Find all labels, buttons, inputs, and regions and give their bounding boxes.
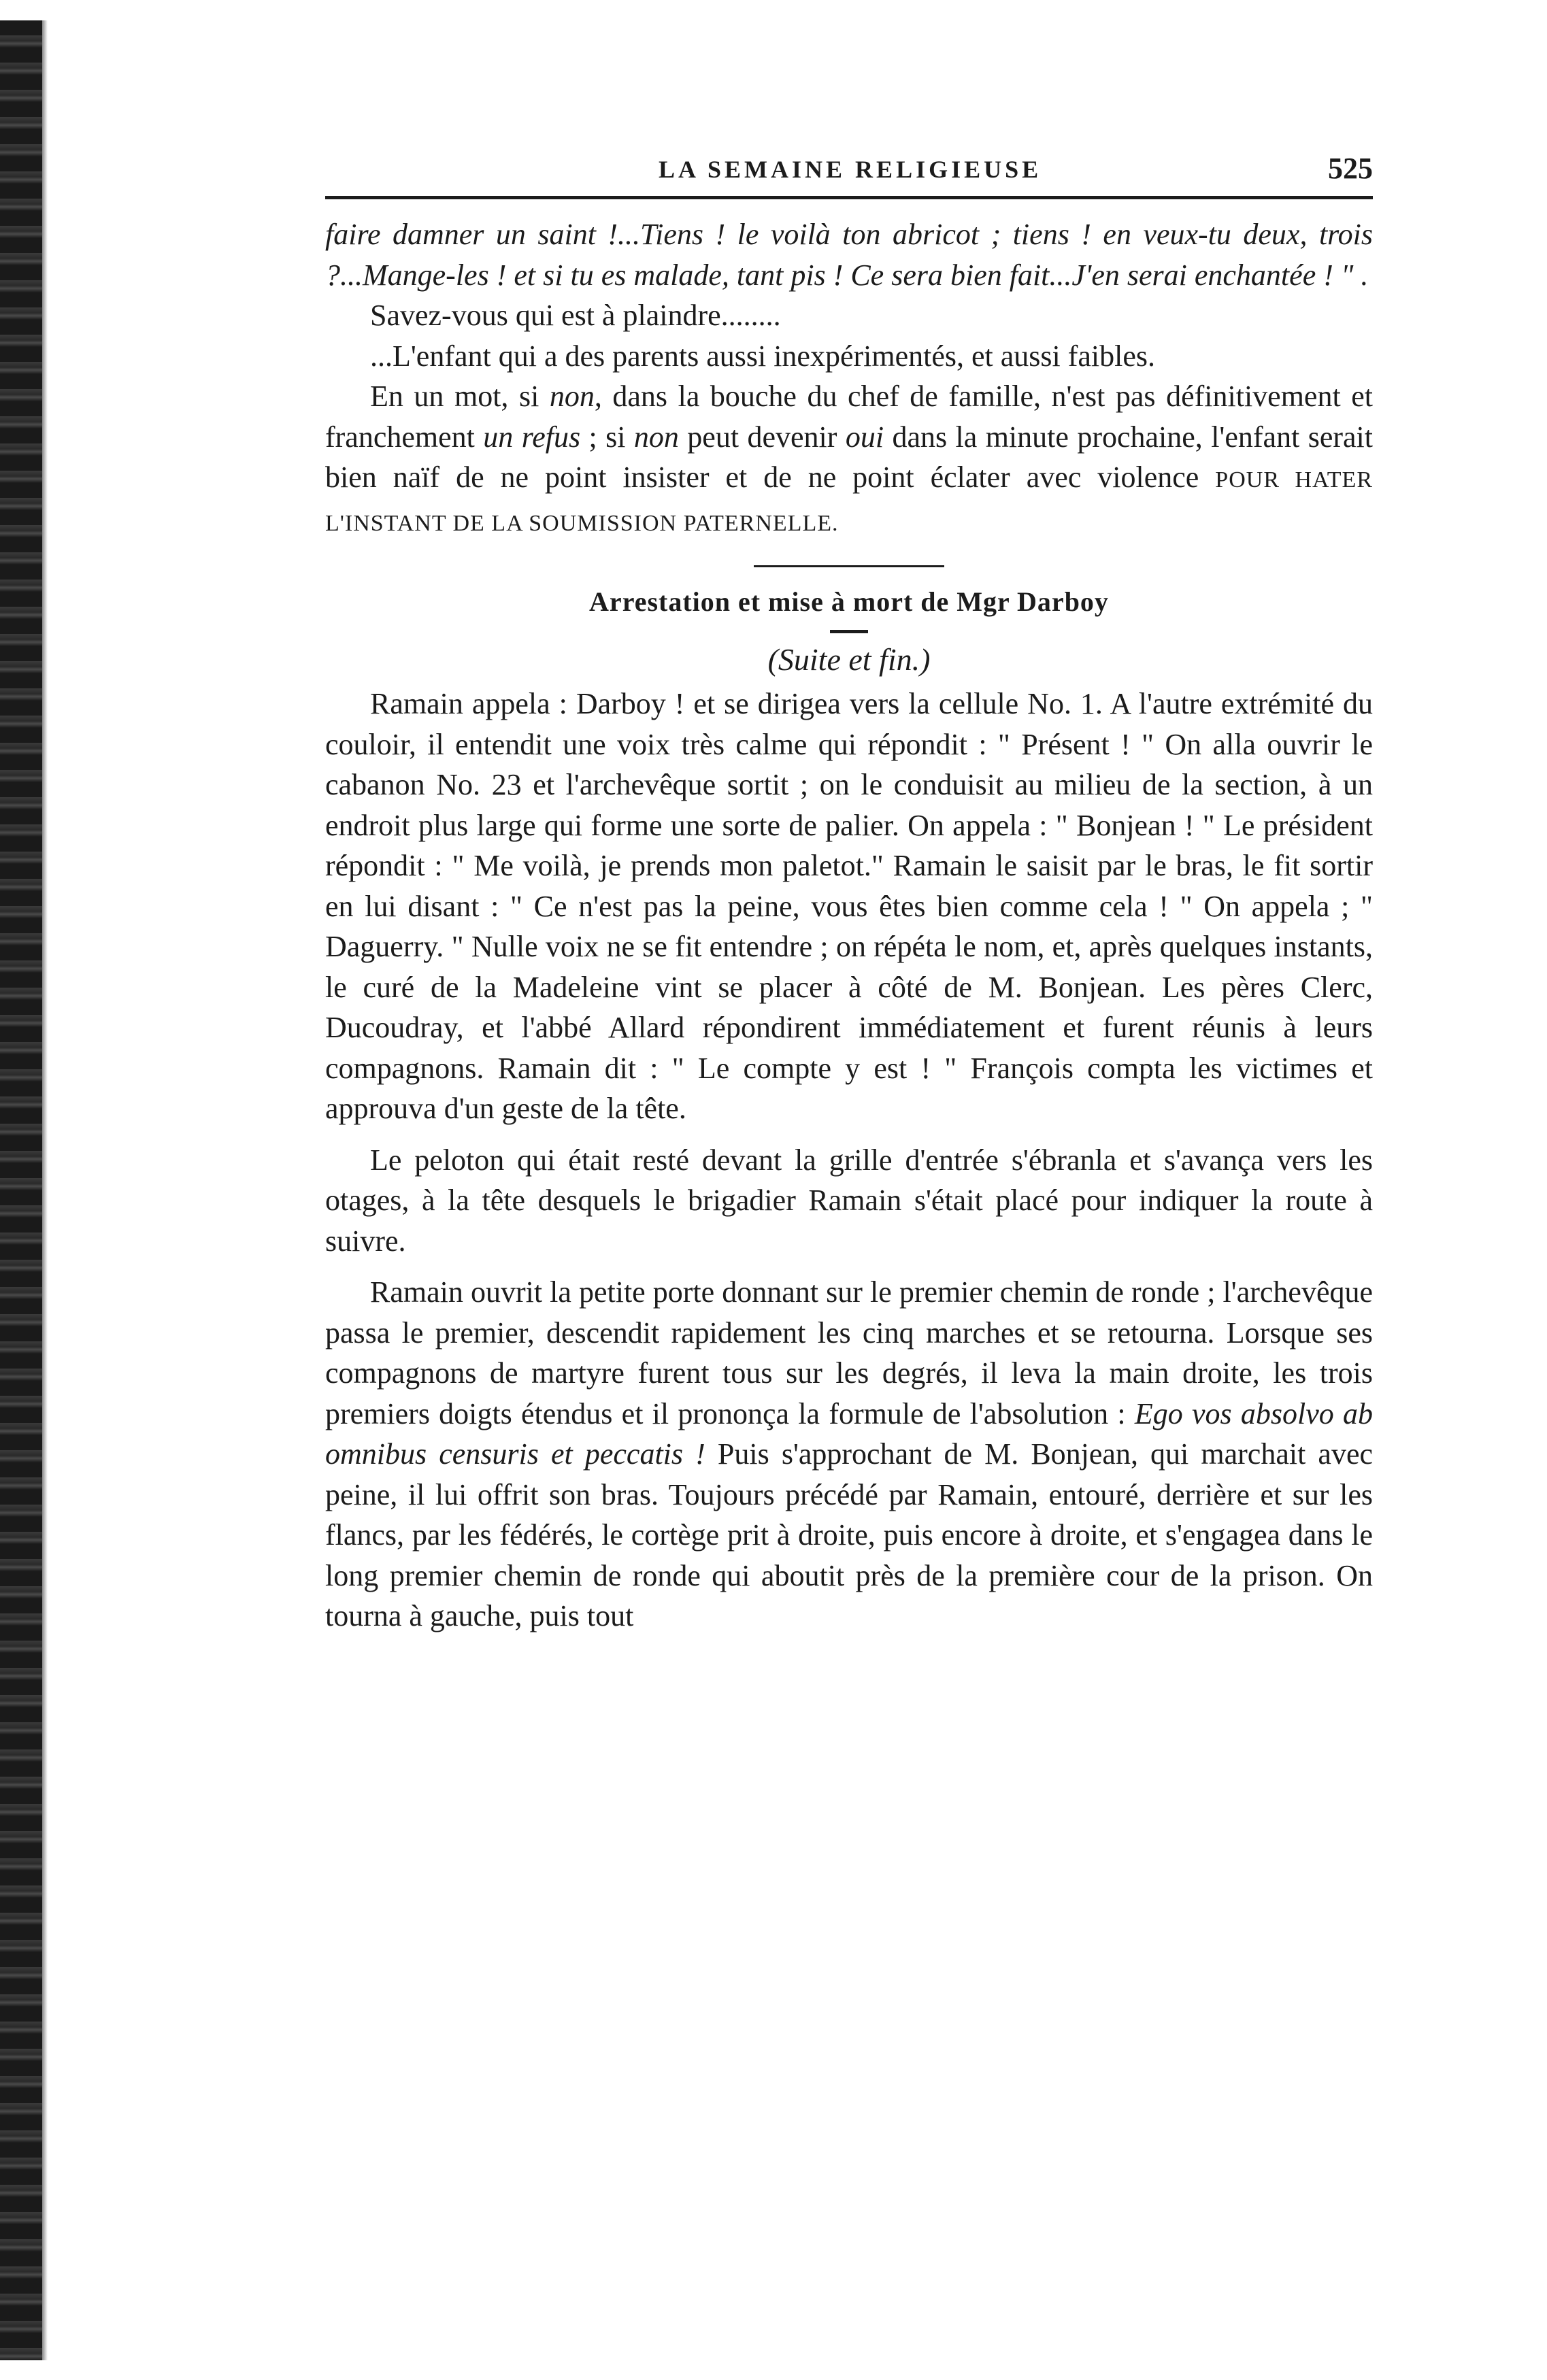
emphasis-oui: oui: [845, 420, 884, 454]
article-subtitle: (Suite et fin.): [767, 642, 931, 677]
latin-absolution: Ego vos absolvo ab omnibus censuris et peccatis !: [325, 1396, 1373, 1471]
question-line: Savez-vous qui est à plaindre........: [370, 299, 781, 332]
opening-quote-line: sera bien fait...J'en serai enchantée ! " .: [891, 258, 1369, 292]
text-run: peut devenir: [678, 420, 846, 454]
page-number: 525: [1328, 152, 1373, 185]
running-title: LA SEMAINE RELIGIEUSE: [659, 156, 1042, 183]
text-run: ; si: [580, 420, 634, 454]
conclusion-paragraph: [325, 376, 1373, 543]
scan-binding-edge: [0, 20, 42, 2360]
smallcaps-conclusion: POUR HATER L'INSTANT DE LA SOUMISSION PATERNELLE.: [325, 467, 1374, 536]
text-run: dans la minute prochaine, l'enfant serait bien naïf de ne point insister et de ne point éclater avec violence: [325, 420, 1373, 494]
emphasis-non: non: [549, 380, 595, 413]
opening-quote-line: veux-tu deux, trois ?...Mange-les ! et si tu es malade, tant pis ! Ce: [325, 218, 1374, 292]
article-title: Arrestation et mise à mort de Mgr Darboy: [589, 586, 1109, 617]
section-separator: [754, 565, 944, 567]
opening-quote-line: faire damner un saint !...Tiens ! le voilà ton abricot ; tiens ! en: [325, 218, 1131, 251]
text-run: Puis s'approchant de M. Bonjean, qui marchait avec peine, il lui offrit son bras. Toujours précédé par Ramain, entouré, derrière et sur les flancs, par les fédérés, le cortège prit à droite, puis encore à droite, et s'engagea dans le long premier chemin de ronde qui aboutit près de la première cour de la prison. On tourna à gauche, puis tout: [325, 1437, 1373, 1632]
article-paragraph-final: [325, 1272, 1373, 1637]
running-header: [325, 143, 1373, 186]
answer-paragraph: ...L'enfant qui a des parents aussi inexpérimentés, et aussi faibles.: [370, 339, 1156, 373]
article-paragraph: Le peloton qui était resté devant la grille d'entrée s'ébranla et s'avança vers les otages, à la tête desquels le brigadier Ramain s'était placé pour indiquer la route à suivre.: [325, 1143, 1373, 1258]
emphasis-refus: un refus: [483, 420, 581, 454]
text-run: , dans la bouche du chef de famille, n'est pas définitivement et franchement: [325, 380, 1373, 454]
article-paragraph: Ramain appela : Darboy ! et se dirigea vers la cellule No. 1. A l'autre extrémité du couloir, il entendit une voix très calme qui répondit : " Présent ! " On alla ouvrir le cabanon No. 23 et l'archevêque sortit ; on le conduisit au milieu de la section, à un endroit plus large qui forme une sorte de palier. On appela : " Bonjean ! " Le président répondit : " Me voilà, je prends mon paletot." Ramain le saisit par le bras, le fit sortir en lui disant : " Ce n'est pas la peine, vous êtes bien comme cela ! " On appela ; " Daguerry. " Nulle voix ne se fit entendre ; on répéta le nom, et, après quelques instants, le curé de la Madeleine vint se placer à côté de M. Bonjean. Les pères Clerc, Ducoudray, et l'abbé Allard répondirent immédiatement et furent réunis à leurs compagnons. Ramain dit : " Le compte y est ! " François compta les victimes et approuva d'un geste de la tête.: [325, 687, 1373, 1125]
emphasis-non: non: [633, 420, 679, 454]
opening-quote: [325, 214, 1373, 295]
header-rule: [325, 196, 1373, 199]
text-run: Ramain ouvrit la petite porte donnant sur le premier chemin de ronde ; l'archevêque passa le premier, descendit rapidement les cinq marches et se retourna. Lorsque ses compagnons de martyre furent tous sur les degrés, il leva la main droite, les trois premiers doigts étendus et il prononça la formule de l'absolution :: [325, 1275, 1373, 1430]
text-run: En un mot, si: [370, 380, 550, 413]
title-rule: [830, 630, 868, 633]
document-page: [325, 143, 1373, 1637]
